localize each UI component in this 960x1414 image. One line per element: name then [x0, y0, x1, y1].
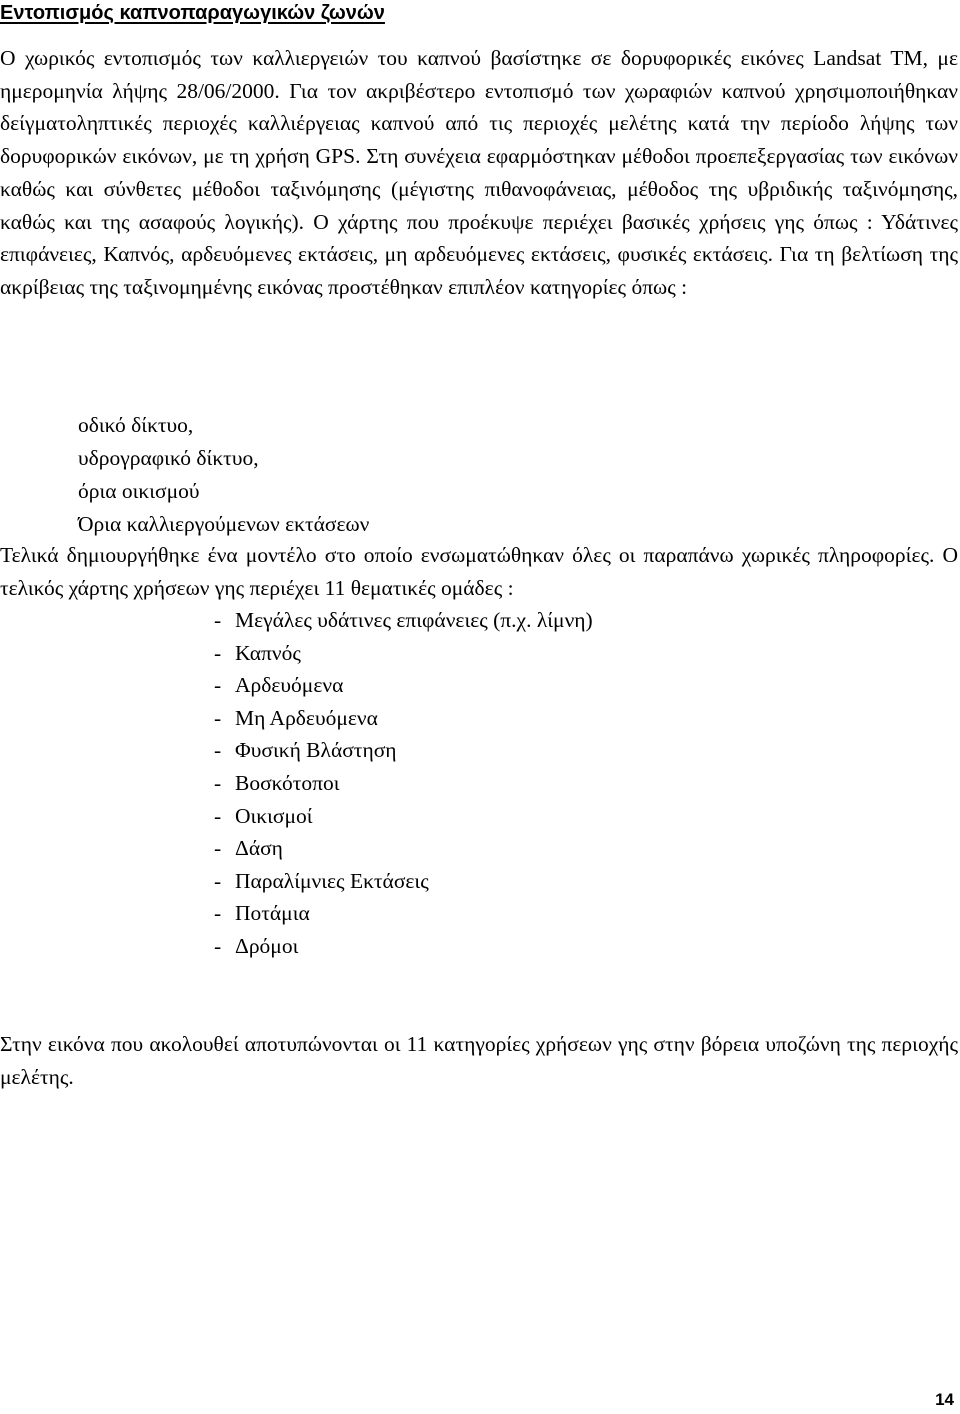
thematic-groups-list: [214, 604, 593, 963]
list-item: [214, 702, 593, 735]
added-categories-list: [78, 409, 369, 541]
dash-marker: -: [214, 738, 222, 763]
list-item: υδρογραφικό δίκτυο,: [78, 446, 259, 470]
list-item-label: Μη Αρδευόμενα: [235, 705, 378, 730]
list-item: Όρια καλλιεργούμενων εκτάσεων: [78, 512, 370, 536]
list-item-label: Αρδευόμενα: [235, 673, 344, 698]
dash-marker: -: [214, 608, 222, 632]
page-number: 14: [935, 1390, 954, 1409]
dash-marker: -: [214, 901, 222, 926]
list-item-label: Παραλίμνιες Εκτάσεις: [235, 868, 429, 893]
list-item: [214, 897, 593, 930]
list-item: οδικό δίκτυο,: [78, 413, 194, 437]
dash-marker: -: [214, 673, 222, 698]
list-item: [214, 637, 593, 670]
list-item-label: Δάση: [235, 836, 283, 861]
list-item-label: Μεγάλες υδάτινες επιφάνειες (π.χ. λίμνη): [235, 608, 593, 632]
dash-marker: -: [214, 868, 222, 893]
model-paragraph: Τελικά δημιουργήθηκε ένα μοντέλο στο οποίο ενσωματώθηκαν όλες οι παραπάνω χωρικές πληροφορίες. Ο τελικός χάρτης χρήσεων γης περιέχει 11 θεματικές ομάδες :: [0, 543, 958, 600]
list-item-label: Καπνός: [235, 640, 301, 665]
list-item-label: Ποτάμια: [235, 901, 310, 926]
list-item: [214, 767, 593, 800]
list-item: [214, 669, 593, 702]
list-item: [214, 604, 593, 637]
list-item: όρια οικισμού: [78, 479, 200, 503]
list-item: [214, 832, 593, 865]
dash-marker: -: [214, 770, 222, 795]
list-item: [214, 865, 593, 898]
list-item-label: Φυσική Βλάστηση: [235, 738, 397, 763]
dash-marker: -: [214, 705, 222, 730]
dash-marker: -: [214, 933, 222, 958]
list-item-label: Δρόμοι: [235, 933, 299, 958]
figure-intro-paragraph: Στην εικόνα που ακολουθεί αποτυπώνονται οι 11 κατηγορίες χρήσεων γης στην βόρεια υποζώνη της περιοχής μελέτης.: [0, 1032, 958, 1089]
list-item-label: Βοσκότοποι: [235, 770, 340, 795]
list-item: [214, 800, 593, 833]
dash-marker: -: [214, 640, 222, 665]
list-item: [214, 930, 593, 963]
intro-paragraph: Ο χωρικός εντοπισμός των καλλιεργειών του καπνού βασίστηκε σε δορυφορικές εικόνες Landsat TM, με ημερομηνία λήψης 28/06/2000. Για τον ακριβέστερο εντοπισμό των χωραφιών καπνού χρησιμοποιήθηκαν δείγματοληπτικές περιοχές καλλιέργειας καπνού από τις περιοχές μελέτης κατά την περίοδο λήψης των δορυφορικών εικόνων, με τη χρήση GPS. Στη συνέχεια εφαρμόστηκαν μέθοδοι προεπεξεργασίας των εικόνων καθώς και σύνθετες μέθοδοι ταξινόμησης (μέγιστης πιθανοφάνειας, μέθοδος της υβριδικής ταξινόμησης, καθώς και της ασαφούς λογικής). Ο χάρτης που προέκυψε περιέχει βασικές χρήσεις γης όπως : Υδάτινες επιφάνειες, Καπνός, αρδευόμενες εκτάσεις, μη αρδευόμενες εκτάσεις, φυσικές εκτάσεις. Για τη βελτίωση της ακρίβειας της ταξινομημένης εικόνας προστέθηκαν επιπλέον κατηγορίες όπως :: [0, 46, 958, 299]
list-item-label: Οικισμοί: [235, 803, 313, 828]
dash-marker: -: [214, 836, 222, 861]
dash-marker: -: [214, 803, 222, 828]
section-title: Εντοπισμός καπνοπαραγωγικών ζωνών: [0, 2, 385, 24]
list-item: [214, 734, 593, 767]
